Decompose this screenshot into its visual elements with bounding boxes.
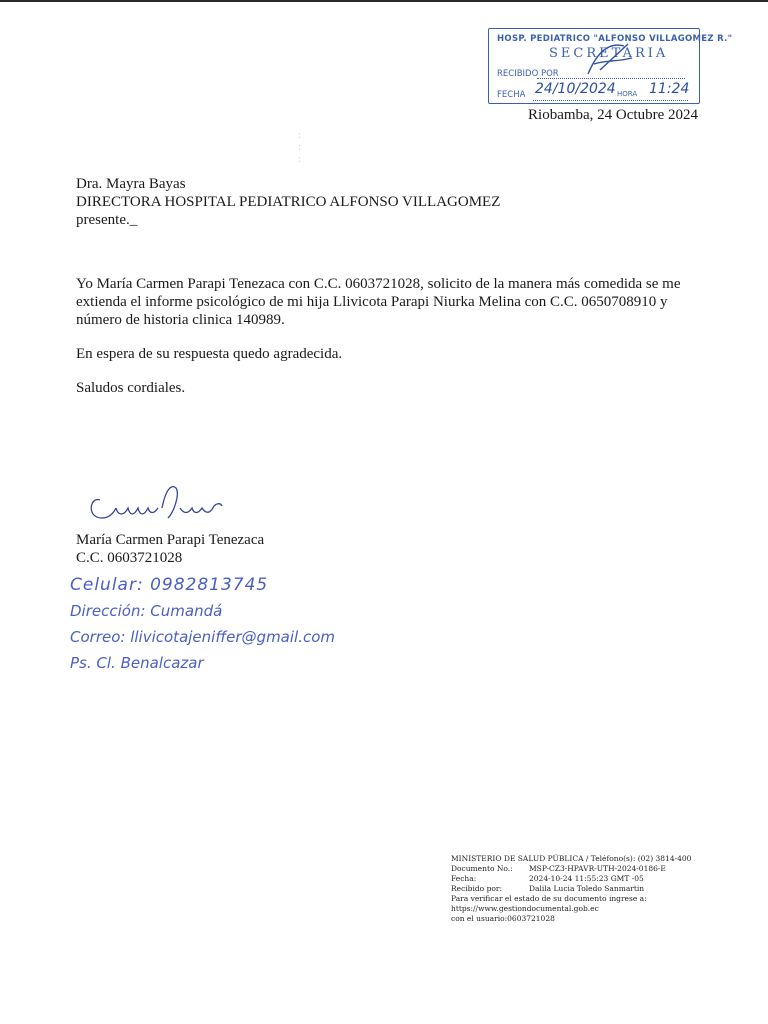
- stamp-hospital: HOSP. PEDIATRICO "ALFONSO VILLAGOMEZ R.": [497, 34, 733, 44]
- letter-body: [76, 275, 716, 413]
- addressee-block: [76, 175, 500, 229]
- addressee-name: Dra. Mayra Bayas: [76, 176, 186, 192]
- handwritten-signature: [84, 478, 234, 528]
- footer-ministry: MINISTERIO DE SALUD PÚBLICA / Teléfono(s): (02) 3814-400: [451, 854, 692, 863]
- stamp-date-label: FECHA: [497, 90, 526, 100]
- stamp-received-label: RECIBIDO POR: [497, 69, 559, 79]
- footer-document-value: MSP-CZ3-HPAVR-UTH-2024-0186-E: [529, 864, 666, 873]
- footer-received-label: Recibido por:: [451, 884, 503, 893]
- handwritten-note: Ps. Cl. Benalcazar: [70, 654, 204, 672]
- footer-received-value: Dalila Lucia Toledo Sanmartin: [529, 884, 645, 893]
- footer-user: con el usuario:0603721028: [451, 914, 555, 923]
- addressee-title: DIRECTORA HOSPITAL PEDIATRICO ALFONSO VILLAGOMEZ: [76, 194, 501, 210]
- top-border: [0, 0, 768, 2]
- footer-document-label: Documento No.:: [451, 864, 513, 873]
- request-paragraph: Yo María Carmen Parapi Tenezaca con C.C. 0603721028, solicito de la manera más comedida se me extienda el informe psicológico de mi hija Llivicota Parapi Niurka Melina con C.C. 0650708910 y número de historia clinica 140989.: [76, 276, 681, 328]
- stamp-date-value: 24/10/2024: [535, 81, 616, 97]
- signatory-id: C.C. 0603721028: [76, 550, 183, 566]
- stamp-department: SECRETARIA: [549, 46, 669, 61]
- stamp-time-label: HORA: [617, 90, 638, 98]
- handwritten-address: Dirección: Cumandá: [70, 602, 223, 620]
- signatory-block: [76, 531, 264, 567]
- handwritten-email: Correo: llivicotajeniffer@gmail.com: [70, 628, 336, 646]
- stamp-initials-scribble: [580, 40, 640, 80]
- handwritten-phone: Celular: 0982813745: [70, 575, 269, 595]
- stamp-bottom-line: [533, 100, 688, 101]
- regards-paragraph: Saludos cordiales.: [76, 380, 186, 396]
- document-registration-note: [451, 854, 711, 924]
- signatory-name: María Carmen Parapi Tenezaca: [76, 532, 265, 548]
- footer-date-label: Fecha:: [451, 874, 477, 883]
- footer-date-value: 2024-10-24 11:55:23 GMT -05: [529, 874, 644, 883]
- handwritten-contact-info: [70, 572, 335, 676]
- scan-artifact: : : :: [298, 130, 301, 165]
- place-date: Riobamba, 24 Octubre 2024: [528, 107, 698, 123]
- stamp-time-value: 11:24: [649, 81, 690, 97]
- addressee-greeting: presente._: [76, 212, 138, 228]
- closing-paragraph: En espera de su respuesta quedo agradecida.: [76, 346, 343, 362]
- footer-verify-text: Para verificar el estado de su documento ingrese a:: [451, 894, 647, 903]
- footer-url[interactable]: https://www.gestiondocumental.gob.ec: [451, 904, 599, 913]
